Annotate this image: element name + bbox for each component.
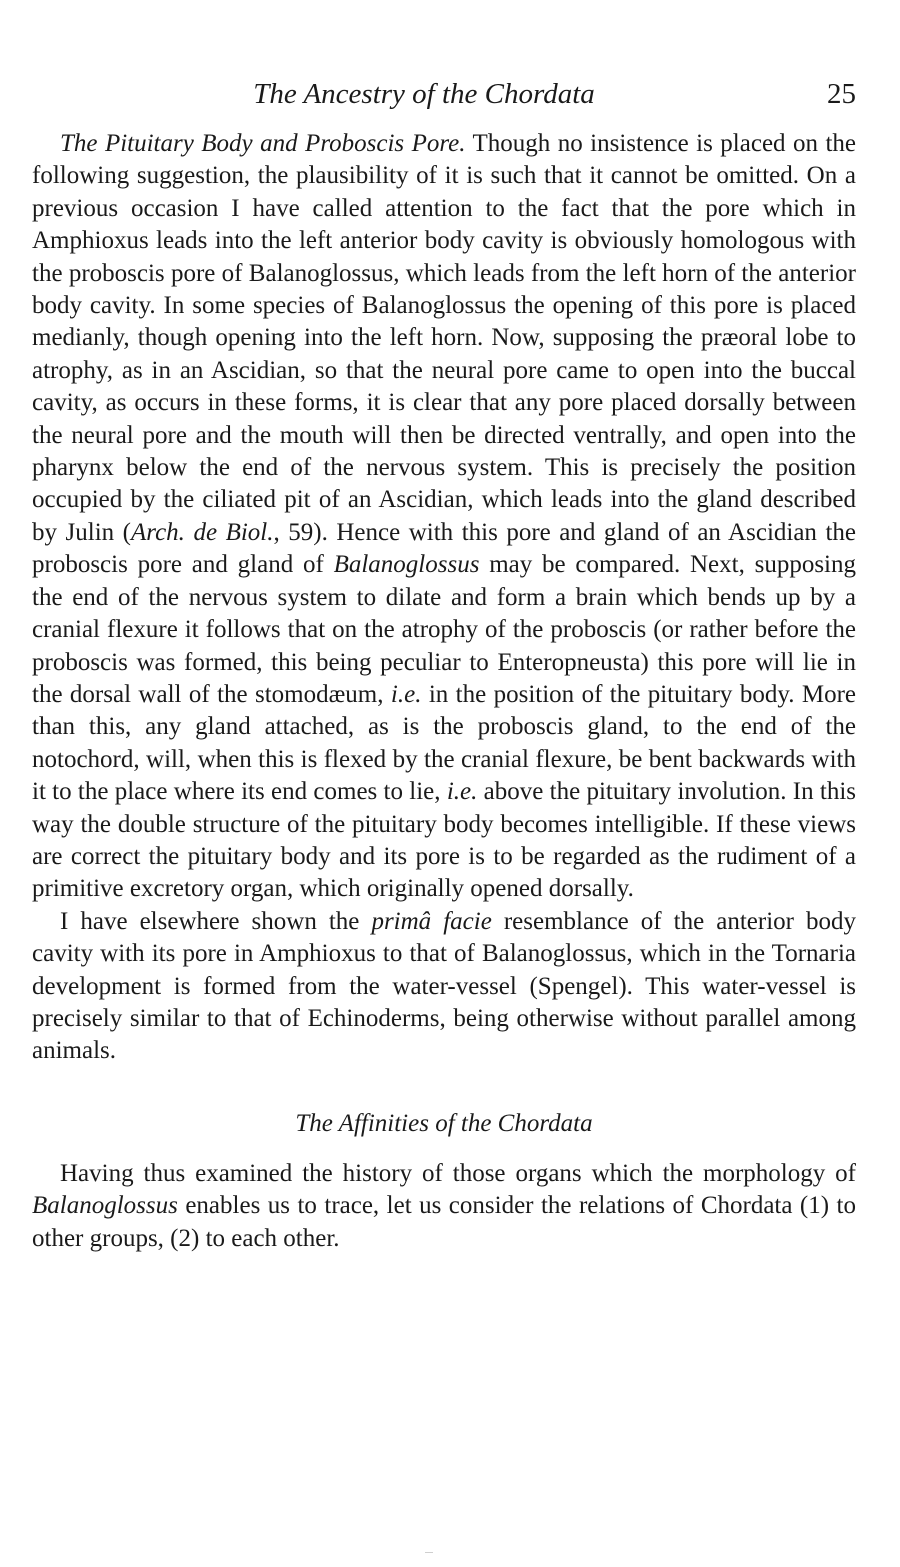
- paragraph-text: Though no insistence is placed on the following suggestion, the plausibility of it is such that it cannot be omitted. On a previous occasion I have called attention to the fact that the pore which in Amphioxus leads into the left anterior body cavity is obviously homologous with the proboscis pore of Balanoglossus, which leads from the left horn of the anterior body cavity. In some species of Balanoglossus the opening of this pore is placed medianly, though opening into the left horn. Now, supposing the præoral lobe to atrophy, as in an Ascidian, so that the neural pore came to open into the buccal cavity, as occurs in these forms, it is clear that any pore placed dorsally between the neural pore and the mouth will then be directed ventrally, and open into the pharynx below the end of the nervous system. This is precisely the position occupied by the ciliated pit of an Ascidian, which leads into the gland described by Julin (: [32, 130, 856, 546]
- genus-name: Balanoglossus: [333, 551, 480, 579]
- paragraph-text: may be compared. Next, supposing the end of the nervous system to dilate and form a brain which bends up by a cranial flexure it follows that on the atrophy of the proboscis (or rather before the proboscis was formed, this being peculiar to Enteropneusta) this pore will lie in the dorsal wall of the stomodæum,: [32, 551, 856, 708]
- paragraph-text: Having thus examined the history of those organs which the morphology of: [60, 1159, 856, 1187]
- paragraph-text: enables us to trace, let us consider the relations of Chordata (1) to other groups, (2) to each other.: [32, 1192, 856, 1252]
- page-body: [32, 128, 856, 1255]
- paragraph-title: The Pituitary Body and Proboscis Pore.: [60, 130, 466, 157]
- citation: Arch. de Biol.: [131, 518, 274, 546]
- print-mark: [425, 1552, 433, 1553]
- paragraph-text: I have elsewhere shown the: [60, 907, 372, 935]
- abbreviation: i.e.: [446, 778, 478, 806]
- paragraph-pituitary-body: [32, 128, 856, 906]
- section-heading: The Affinities of the Chordata: [295, 1109, 593, 1137]
- page-number: 25: [827, 78, 856, 110]
- paragraph-text: above the pituitary involution. In this way the double structure of the pituitary body becomes intelligible. If these views are correct the pituitary body and its pore is to be regarded as the rudiment of a primitive excretory organ, which originally opened dorsally.: [32, 778, 857, 903]
- paragraph-text: resemblance of the anterior body cavity with its pore in Amphioxus to that of Balanoglossus, which in the Tornaria development is formed from the water-vessel (Spengel). This water-vessel is precisely similar to that of Echinoderms, being otherwise without parallel among animals.: [32, 907, 856, 1065]
- paragraph-text: , 59). Hence with this pore and gland of an Ascidian the proboscis pore and gland of: [32, 518, 856, 579]
- genus-name: Balanoglossus: [32, 1192, 178, 1220]
- paragraph-text: in the position of the pituitary body. More than this, any gland attached, as is the proboscis gland, to the end of the notochord, will, when this is flexed by the cranial flexure, be bent backwards with it to the place where its end comes to lie,: [32, 680, 856, 806]
- page-header: [32, 74, 856, 114]
- paragraph-anterior-body-cavity: [32, 906, 856, 1068]
- abbreviation: i.e.: [390, 680, 422, 708]
- latin-phrase: primâ facie: [371, 907, 492, 935]
- paragraph-affinities: [32, 1158, 856, 1255]
- running-title: The Ancestry of the Chordata: [253, 78, 595, 110]
